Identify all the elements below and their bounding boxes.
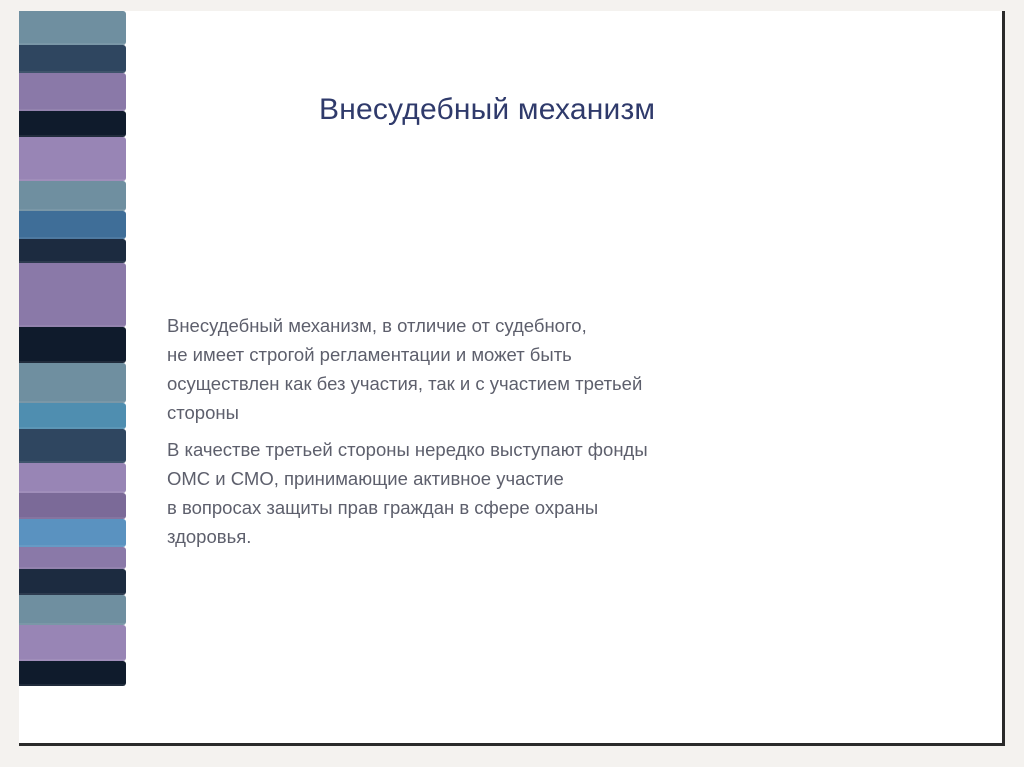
stripe <box>19 239 126 263</box>
stripe <box>19 429 126 463</box>
stripe <box>19 547 126 569</box>
stripe <box>19 263 126 327</box>
stripe <box>19 211 126 239</box>
text-line: в вопросах защиты прав граждан в сфере охраны <box>167 497 599 518</box>
text-line: ОМС и СМО, принимающие активное участие <box>167 468 564 489</box>
text-line: Внесудебный механизм, в отличие от судебного, <box>167 315 587 336</box>
stripe <box>19 403 126 429</box>
decorative-stripe-bar <box>19 11 126 746</box>
stripe <box>19 45 126 73</box>
stripe <box>19 493 126 519</box>
text-line: здоровья. <box>167 526 252 547</box>
slide-title: Внесудебный механизм <box>319 93 656 126</box>
paragraph-2 <box>167 435 947 551</box>
stripe <box>19 595 126 625</box>
stripe <box>19 73 126 111</box>
stripe <box>19 463 126 493</box>
paragraph-1 <box>167 311 947 427</box>
stripe <box>19 111 126 137</box>
text-line: осуществлен как без участия, так и с участием третьей <box>167 373 643 394</box>
text-line: В качестве третьей стороны нередко выступают фонды <box>167 439 648 460</box>
stripe <box>19 569 126 595</box>
stripe <box>19 661 126 686</box>
presentation-slide <box>19 11 1005 746</box>
stripe <box>19 519 126 547</box>
stripe <box>19 137 126 181</box>
slide-body <box>167 311 947 559</box>
stripe <box>19 363 126 403</box>
stripe <box>19 625 126 661</box>
stripe <box>19 11 126 45</box>
text-line: стороны <box>167 402 239 423</box>
text-line: не имеет строгой регламентации и может быть <box>167 344 572 365</box>
stripe <box>19 181 126 211</box>
stripe <box>19 327 126 363</box>
